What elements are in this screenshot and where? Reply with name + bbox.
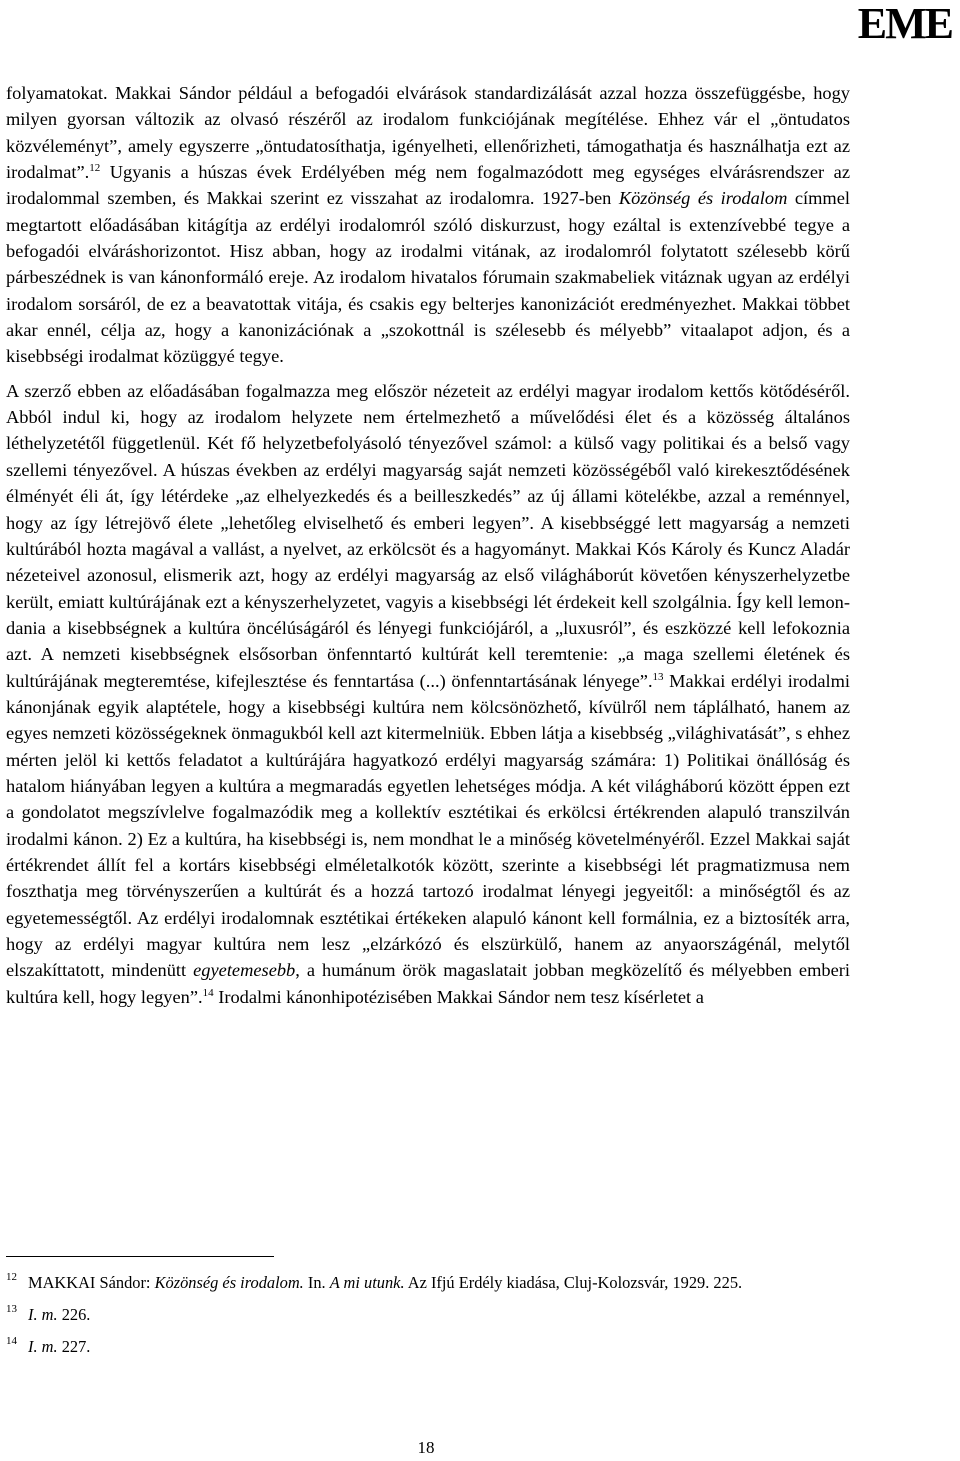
footnote-separator [6,1256,274,1257]
italic-title: A mi utunk. [329,1273,405,1292]
text-run: 227. [57,1337,91,1356]
text-run: címmel megtartott előadásában kitágítja az erdélyi irodalomról szóló diskurzust, hogy ezáltal is extenzívebbé tegye a befogadói elváráshorizontot. Hisz abban, hogy az irodalmi vitának, az irodalomról folytatott szélesebb körű párbeszédnek is van kánonformáló ereje. Az irodalom hivatalos fórumain szakmabeliek vitáznak ugyan az erdélyi irodalom sorsáról, de ez a beavatottak vitája, és csakis egy belterjes kanonizációt eredményezhet. Makkai többet akar ennél, célja az, hogy a kanonizációnak a „szokottnál is szélesebb és mélyebb” vitaalapot adjon, és a kisebbségi irodalmat közüggyé tegye. [6,188,850,367]
text-run: , a humánum örök magaslatait jobban megközelítő és mélyebben emberi kultúra kell, hogy legyen”. [6,960,850,1007]
text-run: 226. [57,1305,91,1324]
italic-title: I. m. [28,1305,58,1324]
footnote-text [28,1305,90,1324]
text-run: MAKKAI Sándor: [28,1273,155,1292]
footnote-12 [6,1272,850,1294]
footnote-text [28,1273,742,1292]
page-number: 18 [417,1438,435,1457]
text-run: Ugyanis a húszas évek Erdélyében még nem fogalmazódott meg egységes elvárásrendszer az irodalommal szemben, és Makkai szerint ez visszahat az irodalomra. 1927-ben [6,162,850,209]
body-text [6,80,850,1010]
footnote-reference: 14 [202,986,214,999]
italic-title: egyetemesebb [193,960,296,981]
paragraph-2 [6,378,850,1010]
text-run: Az Ifjú Erdély kiadása, Cluj-Kolozsvár, 1929. 225. [404,1273,743,1292]
text-run: Makkai erdélyi irodalmi kánonjának egyik alaptétele, hogy a kisebbségi kultúra nem kölcsönözhető, kívülről nem táplálható, hanem az egyes nemzeti közösségeknek önmagukból kell azt kitermelniük. Ebben látja a kisebbség „világhivatását”, s ehhez mérten jelöl ki kettős feladatot a kultúrájára hagyatkozó erdélyi magyarság számára: 1) Politikai önállóság és hatalom hiányában legyen a kultúra a megmaradás egyetlen lehetséges módja. A két világháború között éppen ezt a gondolatot megszívlelve fogalmazódik meg a kollektív esztétikai és erkölcsi értékrenden alapuló transzilván irodalmi kánon. 2) Ez a kultúra, ha kisebbségi is, nem mondhat le a minőség követelményéről. Ezzel Makkai saját értékrendet állít fel a kortárs kisebbségi elméletalkotók között, szerinte a kisebbségi lét pragmatizmusa nem foszthatja meg törvényszerűen a kultúrát és a hozzá tartozó irodalmat lényegi jegyeitől: a minőségtől és az egyetemességtől. Az erdélyi irodalomnak esztétikai értékeken alapuló kánont kell formálnia, ez a biztosíték arra, hogy az erdélyi magyar kultúra nem lesz „elzárkózó és elszürkülő, hanem az anyaországénál, melytől elszakíttatott, mindenütt [6,670,851,981]
footnote-reference: 12 [89,161,101,174]
footnote-reference: 13 [652,670,664,683]
text-run: folyamatokat. Makkai Sándor például a befogadói elvárások standardizálását azzal hozza összefüggésbe, hogy milyen gyorsan változik az olvasó részéről az irodalom funkciójának megítélése. Ehhez vár el „öntudatos közvéleményt”, amely egyszerre „öntudatosíthatja, igényelheti, ellenőrizheti, támogathatja és használhatja ezt az irodalmat”. [6,83,850,183]
publisher-logo: EME [857,0,952,48]
paragraph-1 [6,80,850,370]
footnote-text [28,1337,90,1356]
text-run: Irodalmi kánonhipotézisében Makkai Sándor nem tesz kísérletet a [213,986,704,1007]
text-run: In. [303,1273,330,1292]
footnote-number: 12 [6,1271,17,1283]
footnote-13 [6,1304,850,1326]
text-run: A szerző ebben az előadásában fogalmazza meg először nézeteit az erdélyi magyar irodalom kettős kötődéséről. Abból indul ki, hogy az irodalom helyzete nem értelmezhető a művelődési élet és a közösség általános léthelyzetétől függetlenül. Két fő helyzetbefolyásoló tényezővel számol: a külső vagy politikai és a belső vagy szellemi tényezővel. A húszas években az erdélyi magyarság saját nemzeti közösségéből való kirekesztődésének élményét éli át, így létérdeke „az elhelyezkedés és a beilleszkedés” az új állami kötelékbe, azzal a reménnyel, hogy az így létrejövő élete „lehetőleg elviselhető és emberi legyen”. A kisebbséggé lett magyarság a nemzeti kultúrából hozta magával a vallást, a nyelvet, az erkölcsöt és a hagyományt. Makkai Kós Károly és Kuncz Aladár nézeteivel azonosul, elismerik azt, hogy az erdélyi magyarság az első világháborút követően kényszerhelyzetbe került, emiatt kultúrájának ezt a kényszerhelyzetet, vagyis a kisebbségi lét érdekeit kell szolgálnia. Így kell lemondania a kisebbségnek a kultúra öncélúságáról és lényegi funkciójáról, a „luxusról”, és eszközzé kell lefokoznia azt. A nemzeti kisebbségnek elsősorban önfenntartó kultúrát kell teremtenie: „a maga szellemi életének és kultúrájának megteremtése, kifejlesztése és fenntartása (...) önfenntartásának lényege”. [6,380,850,691]
footnotes [6,1272,850,1368]
footnote-14 [6,1336,850,1358]
italic-title: Közönség és irodalom [618,188,788,209]
footnote-number: 13 [6,1303,17,1315]
footnote-number: 14 [6,1335,17,1347]
italic-title: Közönség és irodalom. [154,1273,304,1292]
italic-title: I. m. [28,1337,58,1356]
